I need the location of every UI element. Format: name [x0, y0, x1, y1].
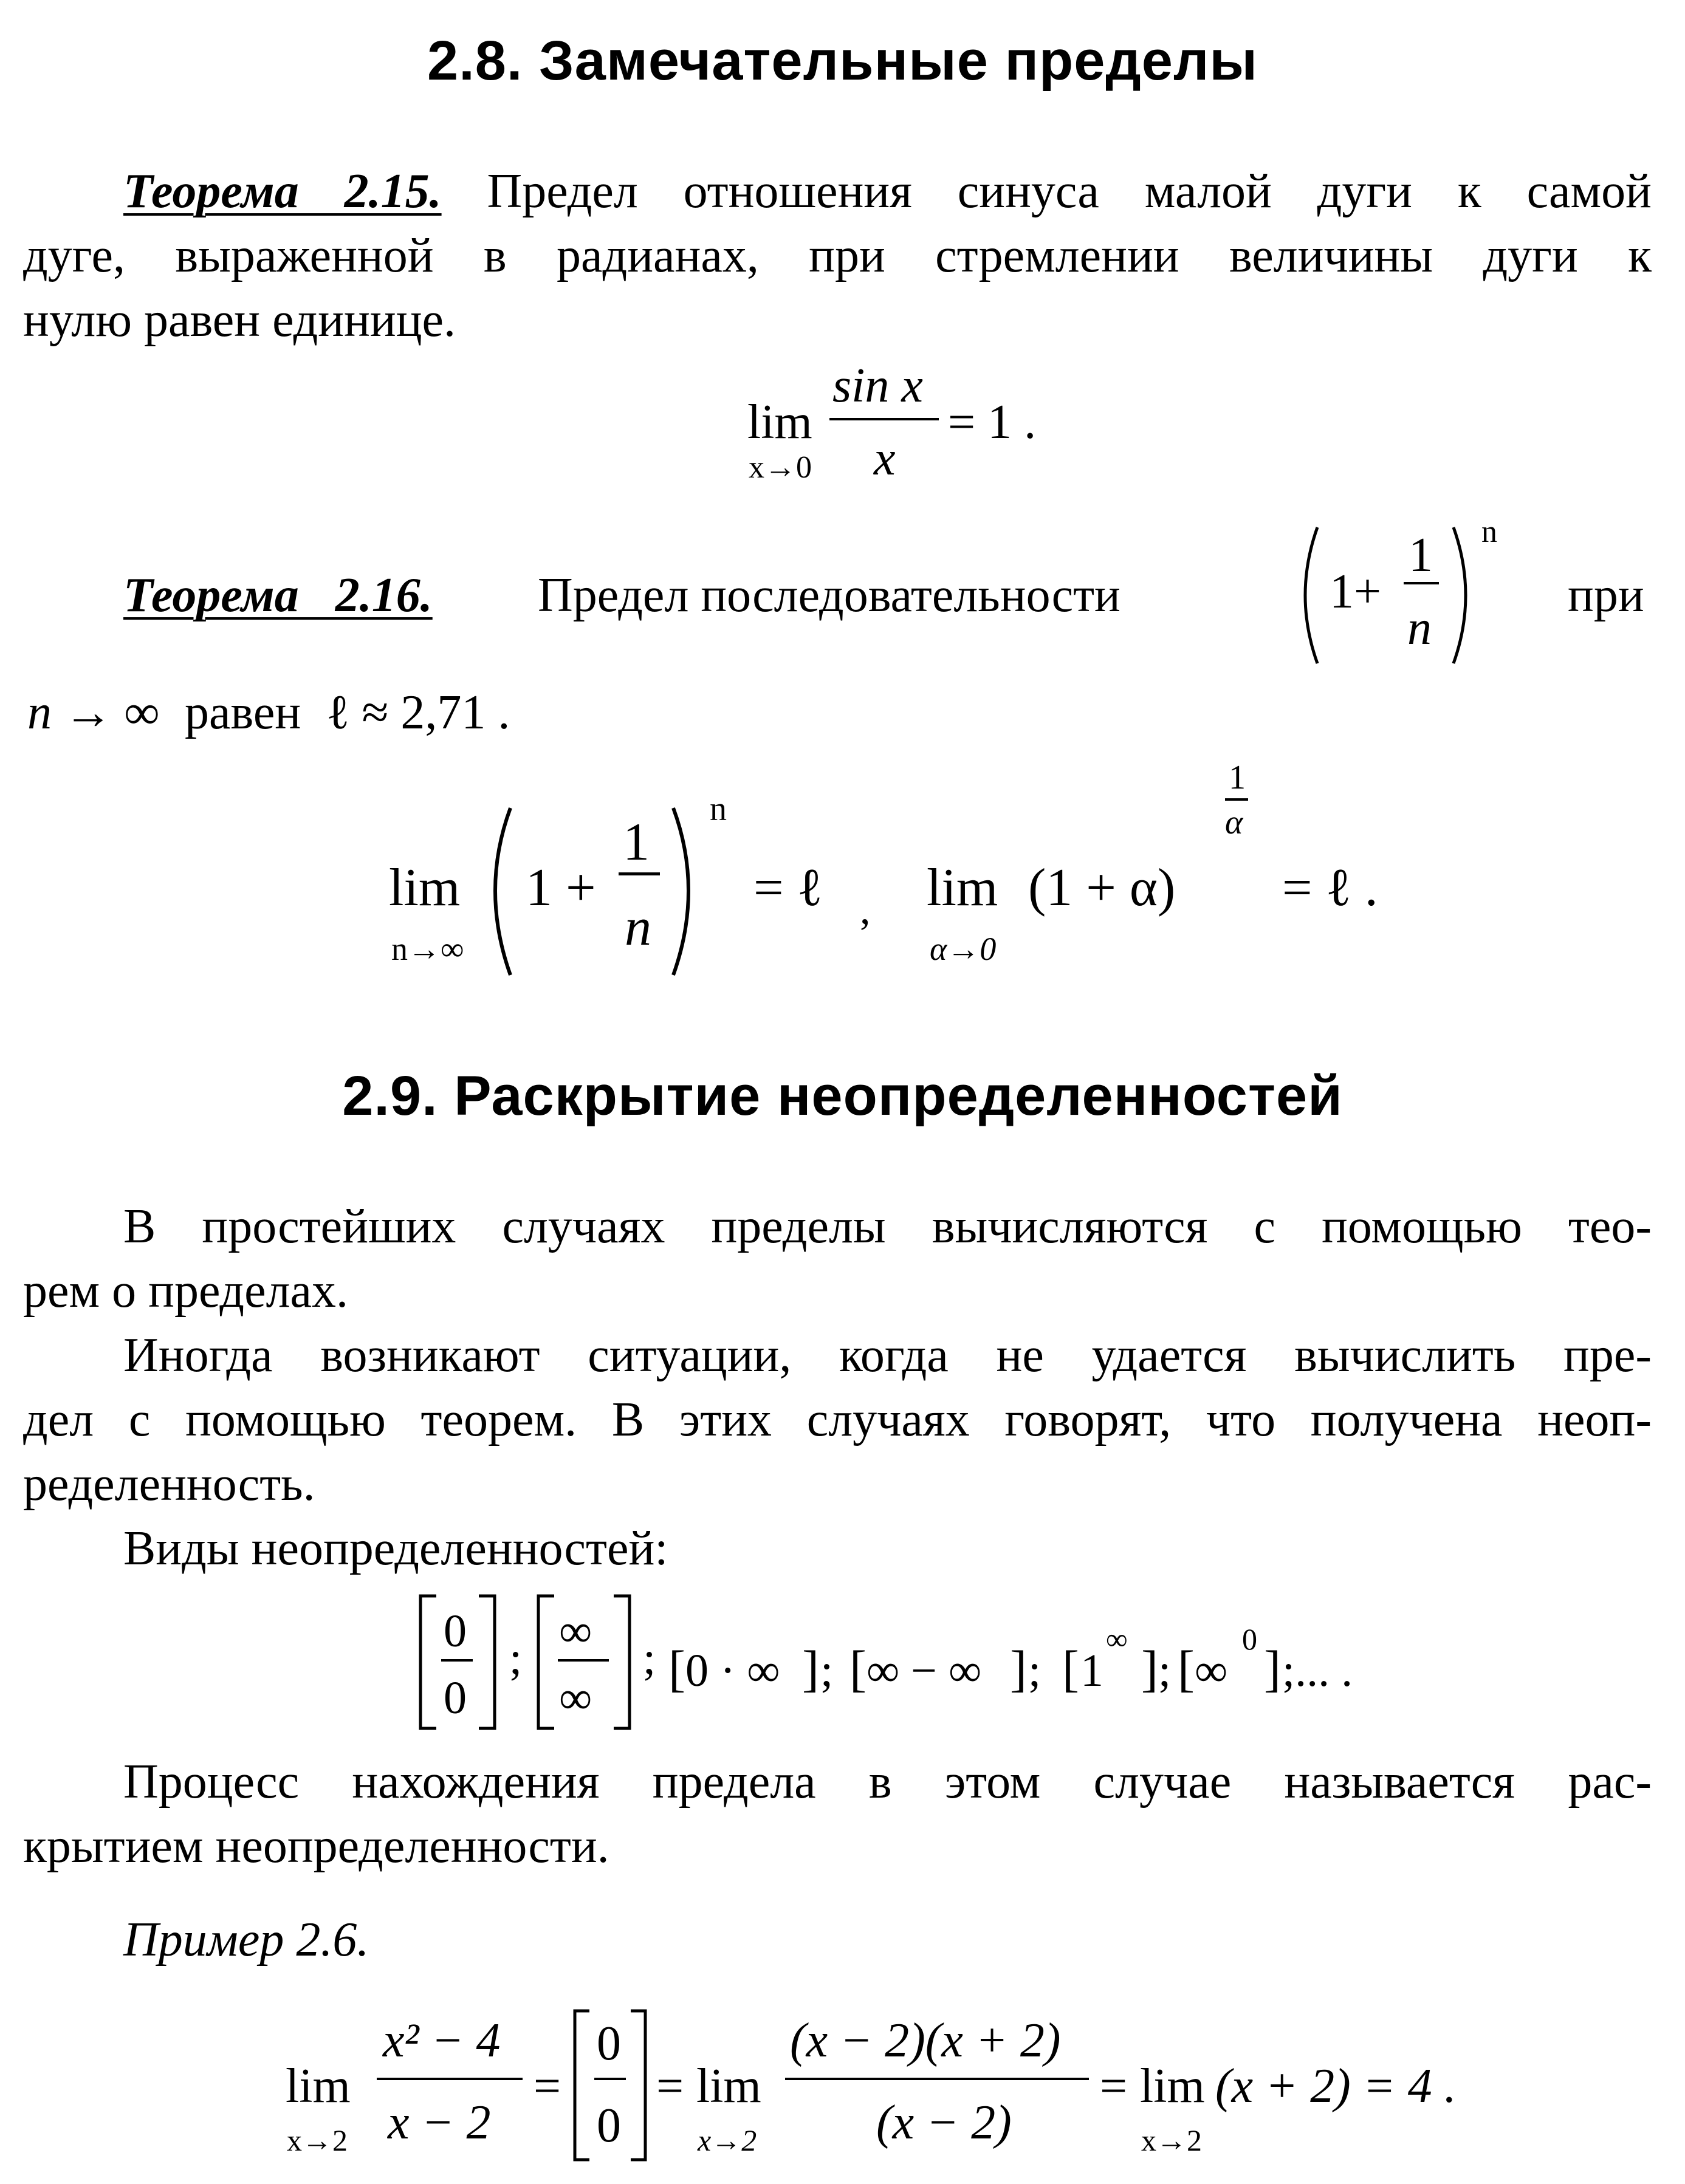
exp-frac-num: 1 [1229, 759, 1246, 796]
para3-line1-text: Процесс нахождения предела в этом случае называется рас- [123, 1755, 1652, 1809]
theorem-2-15-line2: дуге, выраженной в радианах, при стремлении величины дуги к [23, 229, 1652, 282]
ex-den-1: x − 2 [388, 2096, 491, 2149]
example-label [23, 1908, 1652, 1972]
lim-subscript-1: n→∞ [391, 931, 464, 967]
para1-line2: рем о пределах. [23, 1264, 349, 1318]
frac-bar-1 [619, 872, 660, 875]
kind3: 0 · ∞ [685, 1645, 780, 1696]
frac-num: 1 [1409, 529, 1433, 582]
lim-subscript-2: α→0 [930, 931, 997, 967]
kind3-open: [ [668, 1641, 685, 1697]
section-title-2-9: 2.9. Раскрытие неопределенностей [342, 1065, 1343, 1127]
one-plus: 1+ [1330, 565, 1382, 618]
equals-e-1: = ℓ [753, 858, 823, 917]
ex-lim-1: lim [286, 2059, 351, 2113]
bracket-right-2 [614, 1596, 630, 1728]
para1-line1-text: В простейших случаях пределы вычисляются с помощью тео- [123, 1200, 1652, 1253]
fraction-numerator: sin x [832, 359, 923, 412]
exp-frac-bar [1225, 798, 1248, 801]
frac-bar [1404, 582, 1439, 584]
lim-text-1: lim [389, 858, 461, 917]
para2-line2: дел с помощью теорем. В этих случаях говорят, что получена неоп- [23, 1393, 1652, 1446]
ex-eq-2: = [656, 2059, 684, 2113]
fraction-denominator: x [874, 432, 896, 485]
equals-e-2: = ℓ . [1282, 858, 1378, 917]
exponent: n [1481, 515, 1497, 549]
ex-br-den: 0 [597, 2099, 621, 2152]
kind6-base: ∞ [1195, 1645, 1228, 1696]
ex-num-1: x² − 4 [383, 2014, 501, 2067]
sep-4: ; [1028, 1645, 1042, 1696]
kind5-open: [ [1062, 1641, 1079, 1697]
theorem-2-16-line2 [27, 685, 510, 741]
kind4: ∞ − ∞ [867, 1645, 982, 1696]
kind2-num: ∞ [559, 1606, 592, 1657]
theorem-2-15-line1 [23, 159, 1652, 224]
n-to-infinity: n → ∞ [27, 686, 160, 739]
section-title-2-8: 2.8. Замечательные пределы [427, 30, 1258, 92]
comma: , [860, 886, 871, 933]
kind1-bar [441, 1659, 473, 1662]
sep-2: ; [643, 1633, 656, 1684]
ex-sub-2: x→2 [698, 2123, 757, 2157]
fraction-bar [829, 418, 939, 420]
ex-eq-3: = [1100, 2059, 1128, 2113]
ex-num-2: (x − 2)(x + 2) [790, 2014, 1061, 2067]
para2-line1 [23, 1323, 1652, 1388]
ex-sub-1: x→2 [287, 2123, 348, 2157]
formula-e-limits [389, 759, 1422, 996]
kind4-close: ] [1010, 1641, 1027, 1697]
formula-sinx-limit [741, 358, 1082, 498]
ex-tail: (x + 2) = 4 . [1215, 2059, 1457, 2113]
kinds-label [23, 1516, 1652, 1581]
right-paren-1 [673, 808, 688, 975]
theorem-2-15-label: Теорема 2.15. [123, 165, 442, 218]
kind6-close: ] [1264, 1641, 1281, 1697]
kind6-pow: 0 [1242, 1622, 1257, 1656]
kind3-close: ] [802, 1641, 819, 1697]
one-plus-1: 1 + [526, 858, 596, 917]
ex-lim-2: lim [696, 2059, 761, 2113]
e-approx: ℓ ≈ 2,71 . [326, 686, 510, 739]
kind5-close: ] [1141, 1641, 1158, 1697]
frac-num-1: 1 [623, 813, 650, 872]
ex-bracket-left [575, 2011, 589, 2160]
theorem-2-15-text1: Предел отношения синуса малой дуги к самой [487, 165, 1652, 218]
lim-text-2: lim [927, 858, 998, 917]
left-paren [1305, 527, 1317, 663]
para2-line1-text: Иногда возникают ситуации, когда не удается вычислить пре- [123, 1329, 1652, 1382]
frac-den: n [1407, 601, 1432, 655]
sequence-expression [1288, 510, 1519, 680]
theorem-2-16-text-b: при [1568, 569, 1644, 622]
lim-text: lim [747, 395, 812, 449]
ex-den-2: (x − 2) [876, 2096, 1012, 2149]
formula-rhs: = 1 . [948, 395, 1037, 449]
theorem-2-15-line3: нулю равен единице. [23, 293, 456, 347]
ex-bar-2 [785, 2078, 1089, 2080]
frac-den-1: n [625, 898, 651, 957]
kinds-tail: ;... . [1282, 1645, 1353, 1696]
ex-lim-3: lim [1140, 2059, 1205, 2113]
kinds-label-text: Виды неопределенностей: [123, 1522, 668, 1575]
left-paren-1 [495, 808, 510, 975]
kind1-den: 0 [444, 1672, 467, 1724]
ex-bar-1 [377, 2078, 523, 2080]
theorem-2-16-label-wrap [123, 568, 433, 623]
base-2: (1 + α) [1028, 858, 1176, 917]
kind1-num: 0 [444, 1606, 467, 1657]
ex-bracket-right [631, 2011, 645, 2160]
kind2-bar [558, 1659, 609, 1662]
bracket-left-2 [538, 1596, 554, 1728]
kind5-pow: ∞ [1106, 1622, 1128, 1656]
sep-5: ; [1158, 1645, 1172, 1696]
theorem-2-16-text-a: Предел последовательности [538, 569, 1120, 622]
sep-3: ; [820, 1645, 834, 1696]
para1-line1 [23, 1194, 1652, 1259]
ex-br-num: 0 [597, 2017, 621, 2070]
exponent-1: n [710, 790, 727, 828]
kind5-base: 1 [1080, 1645, 1103, 1696]
kind2-den: ∞ [559, 1672, 592, 1724]
para2-line3: ределенность. [23, 1457, 315, 1511]
ravno-word: равен [185, 686, 301, 739]
example-label-text: Пример 2.6. [123, 1913, 369, 1967]
right-paren [1453, 527, 1466, 663]
bracket-left-1 [420, 1596, 436, 1728]
lim-subscript: x→0 [749, 450, 812, 485]
para3-line2: крытием неопределенности. [23, 1819, 609, 1873]
bracket-right-1 [479, 1596, 495, 1728]
ex-sub-3: x→2 [1141, 2123, 1202, 2157]
ex-eq-1: = [534, 2059, 561, 2113]
theorem-2-16-label: Теорема 2.16. [123, 569, 433, 622]
ex-br-bar [594, 2078, 626, 2080]
sep-1: ; [509, 1633, 523, 1684]
indeterminacy-types [413, 1589, 1410, 1741]
kind6-open: [ [1178, 1641, 1195, 1697]
exp-frac-den: α [1225, 804, 1243, 841]
example-formula [286, 1999, 1586, 2175]
kind4-open: [ [849, 1641, 867, 1697]
para3-line1 [23, 1750, 1652, 1814]
